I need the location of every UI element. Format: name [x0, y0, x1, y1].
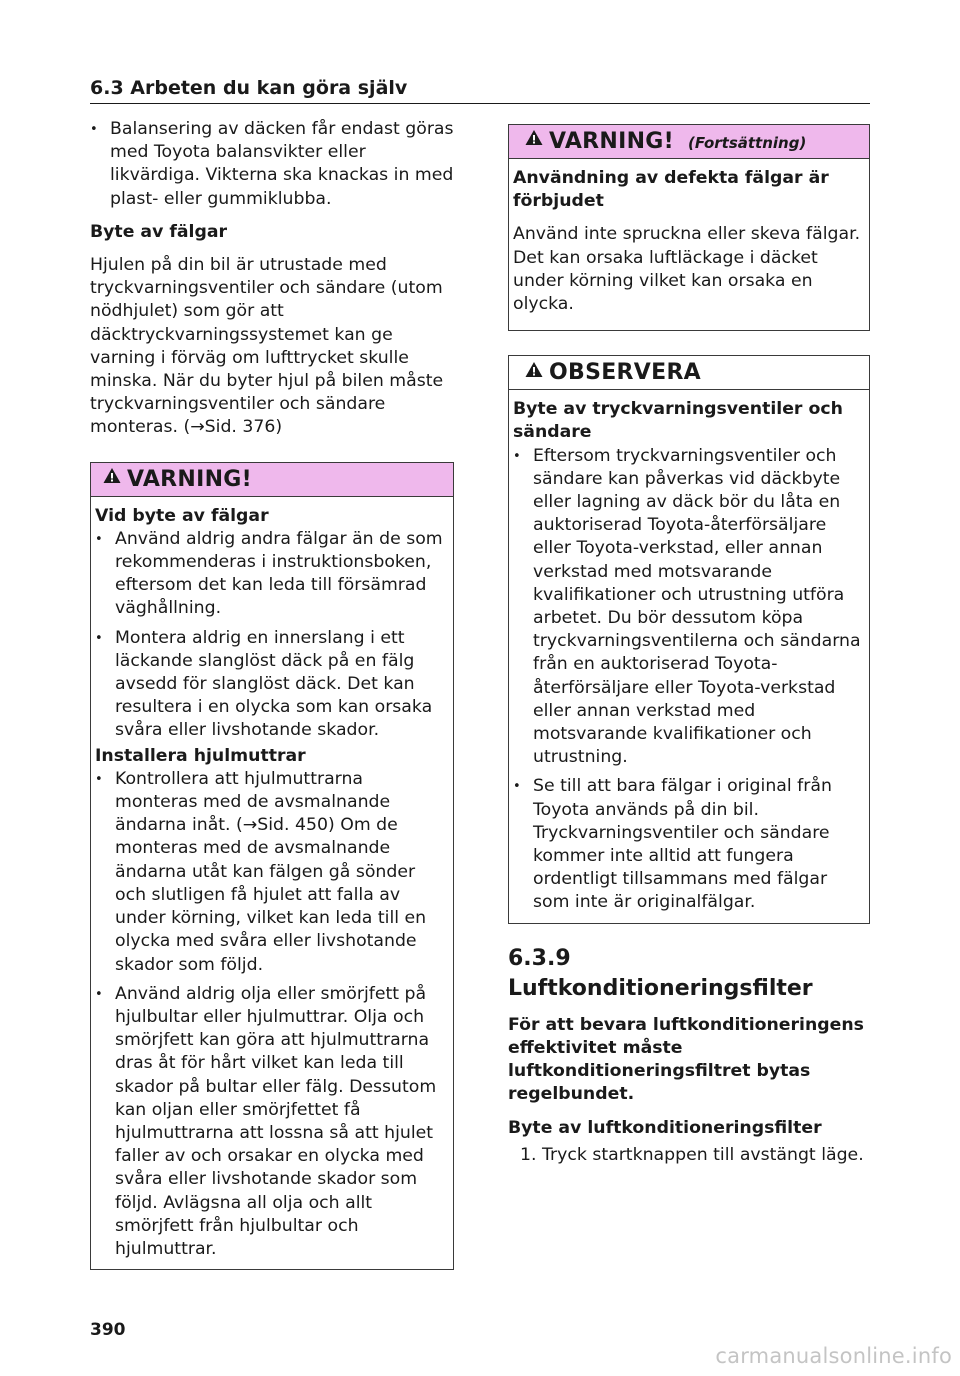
list-item: • Montera aldrig en innerslang i ett läckande slanglöst däck på en fälg avsedd för slanglöst däck. Det kan resultera i en olycka som kan orsaka svåra eller livshotande skador.	[95, 627, 449, 743]
warning-title: VARNING!	[127, 466, 253, 492]
step-1: 1. Tryck startknappen till avstängt läge.	[520, 1144, 864, 1165]
notice-title: OBSERVERA	[549, 360, 702, 386]
list-item: • Använd aldrig olja eller smörjfett på hjulbultar eller hjulmuttrar. Olja och smörjfett kan göra att hjulmuttrarna dras åt för hårt vilket kan leda till skador på bultar eller fälg. Dessutom kan oljan eller smörjfettet få hjulmuttrarna att lossna så att hjulet faller av och orsakar en olycka med svåra eller livshotande skador som följd. Avlägsna all olja och allt smörjfett från hjulbultar och hjulmuttrar.	[95, 983, 449, 1261]
warning-continued-header	[509, 125, 869, 159]
warning-box-header	[91, 463, 453, 497]
page-header	[90, 76, 870, 104]
list-item: • Se till att bara fälgar i original från Toyota används på din bil. Tryckvarningsventiler och sändare kommer inte alltid att fungera ordentligt tillsammans med fälgar som inte är originalfälgar.	[513, 775, 865, 914]
notice-box-header	[509, 356, 869, 390]
notice-heading: Byte av tryckvarningsventiler och sändare	[513, 399, 843, 443]
rim-paragraph: Hjulen på din bil är utrustade med tryckvarningsventiler och sändare (utom nödhjulet) som gör att däcktryckvarningssystemet kan ge varning i förväg om lufttrycket skulle minska. När du byter hjul på bilen måste tryckvarningsventiler och sändare monteras. (→Sid. 376)	[90, 255, 444, 438]
chapter-title: 6.3 Arbeten du kan göra själv	[90, 77, 408, 99]
warning-section1-heading: Vid byte av fälgar	[95, 505, 269, 526]
warning-box	[90, 462, 454, 1271]
defective-rims-heading: Användning av defekta fälgar är förbjudet	[513, 168, 829, 212]
section-intro: För att bevara luftkonditioneringens effektivitet måste luftkonditioneringsfiltret bytas regelbundet.	[508, 1014, 864, 1105]
warning-triangle-icon	[103, 467, 121, 491]
list-item: • Eftersom tryckvarningsventiler och sändare kan påverkas vid däckbyte eller lagning av däck bör du låta en auktoriserad Toyota-återförsäljare eller Toyota-verkstad, eller annan verkstad med motsvarande kvalifikationer och utrustning utföra arbetet. Du bör dessutom köpa tryckvarningsventilerna och sändarna från en auktoriserad Toyota-återförsäljare eller Toyota-verkstad eller annan verkstad med motsvarande kvalifikationer och utrustning.	[513, 445, 865, 770]
section-title: 6.3.9 Luftkonditioneringsfilter	[508, 945, 813, 1001]
left-column	[90, 118, 454, 1270]
warning-section2-heading: Installera hjulmuttrar	[95, 745, 306, 766]
right-column	[508, 124, 870, 1167]
defective-rims-paragraph: Använd inte spruckna eller skeva fälgar. Det kan orsaka luftläckage i däcket under körning vilket kan orsaka en olycka.	[513, 224, 861, 315]
warning-continued-box	[508, 124, 870, 331]
page-number: 390	[90, 1320, 126, 1340]
warning-body	[91, 497, 453, 1270]
list-item: • Använd aldrig andra fälgar än de som rekommenderas i instruktionsboken, eftersom det kan leda till försämrad väghållning.	[95, 528, 449, 621]
warning-continued-title: VARNING!	[549, 128, 675, 154]
intro-bullet: • Balansering av däcken får endast göras med Toyota balansvikter eller likvärdiga. Vikterna ska knackas in med plast- eller gummiklubba.	[90, 118, 454, 211]
watermark: carmanualsonline.info	[715, 1344, 952, 1368]
list-item: • Kontrollera att hjulmuttrarna monteras med de avsmalnande ändarna inåt. (→Sid. 450) Om de monteras med de avsmalnande ändarna utåt kan fälgen gå sönder och slutligen få hjulet att falla av under körning, vilket kan leda till en olycka med svåra eller livshotande skador som följd.	[95, 768, 449, 977]
replace-heading: Byte av luftkonditioneringsfilter	[508, 1117, 822, 1138]
warning-continued-body	[509, 159, 869, 330]
notice-body	[509, 390, 869, 922]
warning-triangle-icon	[525, 129, 543, 153]
rim-heading: Byte av fälgar	[90, 221, 228, 242]
continued-label: (Fortsättning)	[688, 133, 807, 152]
warning-triangle-icon	[525, 361, 543, 385]
notice-box	[508, 355, 870, 923]
